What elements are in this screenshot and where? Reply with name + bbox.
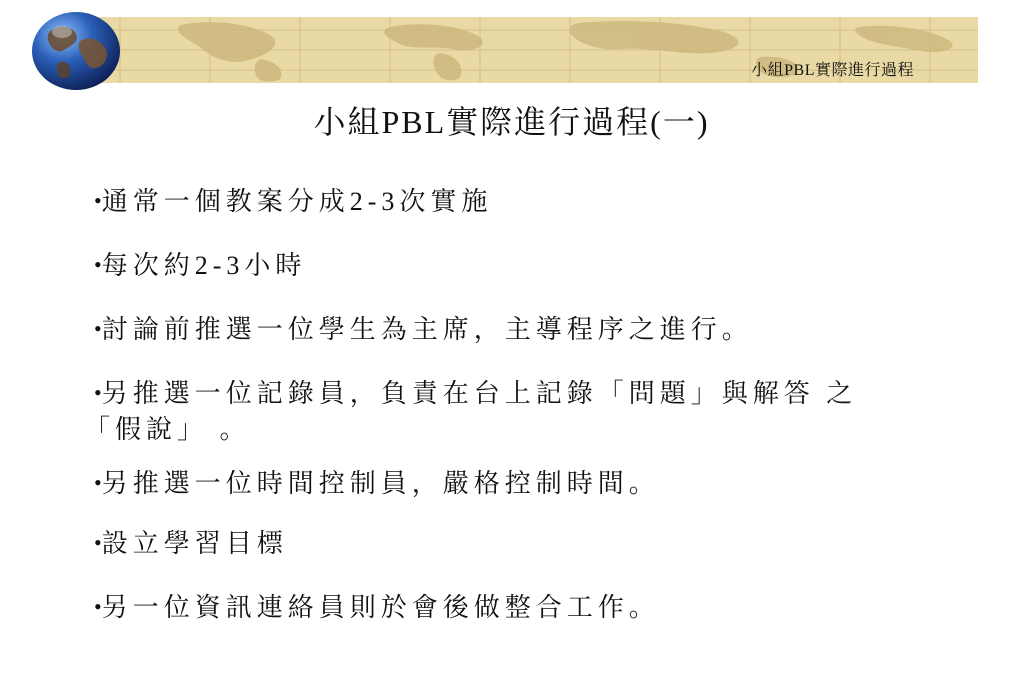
list-item	[94, 589, 974, 626]
bullet-dot: •	[94, 252, 102, 277]
list-item	[94, 465, 974, 502]
bullet-text: 討論前推選一位學生為主席，主導程序之進行。	[101, 315, 753, 344]
bullet-dot: •	[94, 470, 102, 495]
bullet-text: 設立學習目標	[101, 529, 288, 558]
bullet-dot: •	[94, 530, 102, 555]
world-map-banner	[60, 17, 978, 83]
bullet-dot: •	[94, 316, 102, 341]
list-item	[94, 183, 974, 220]
bullet-dot: •	[94, 188, 102, 213]
bullet-text: 另推選一位記錄員，負責在台上記錄「問題」與解答 之	[101, 379, 858, 408]
bullet-continuation: 「假說」 。	[84, 415, 251, 444]
list-item	[94, 311, 974, 348]
list-item	[94, 525, 974, 562]
bullet-line	[94, 375, 974, 412]
list-item	[84, 375, 974, 448]
bullet-dot: •	[94, 380, 102, 405]
bullet-dot: •	[94, 594, 102, 619]
running-header: 小組PBL實際進行過程	[751, 62, 914, 79]
bullet-text: 另推選一位時間控制員，嚴格控制時間。	[101, 469, 660, 498]
bullet-text: 通常一個教案分成2-3次實施	[101, 187, 493, 216]
slide-title: 小組PBL實際進行過程(一)	[313, 104, 710, 140]
bullet-text: 另一位資訊連絡員則於會後做整合工作。	[101, 593, 660, 622]
list-item	[94, 247, 974, 284]
bullet-text: 每次約2-3小時	[101, 251, 307, 280]
globe-icon	[30, 10, 122, 92]
